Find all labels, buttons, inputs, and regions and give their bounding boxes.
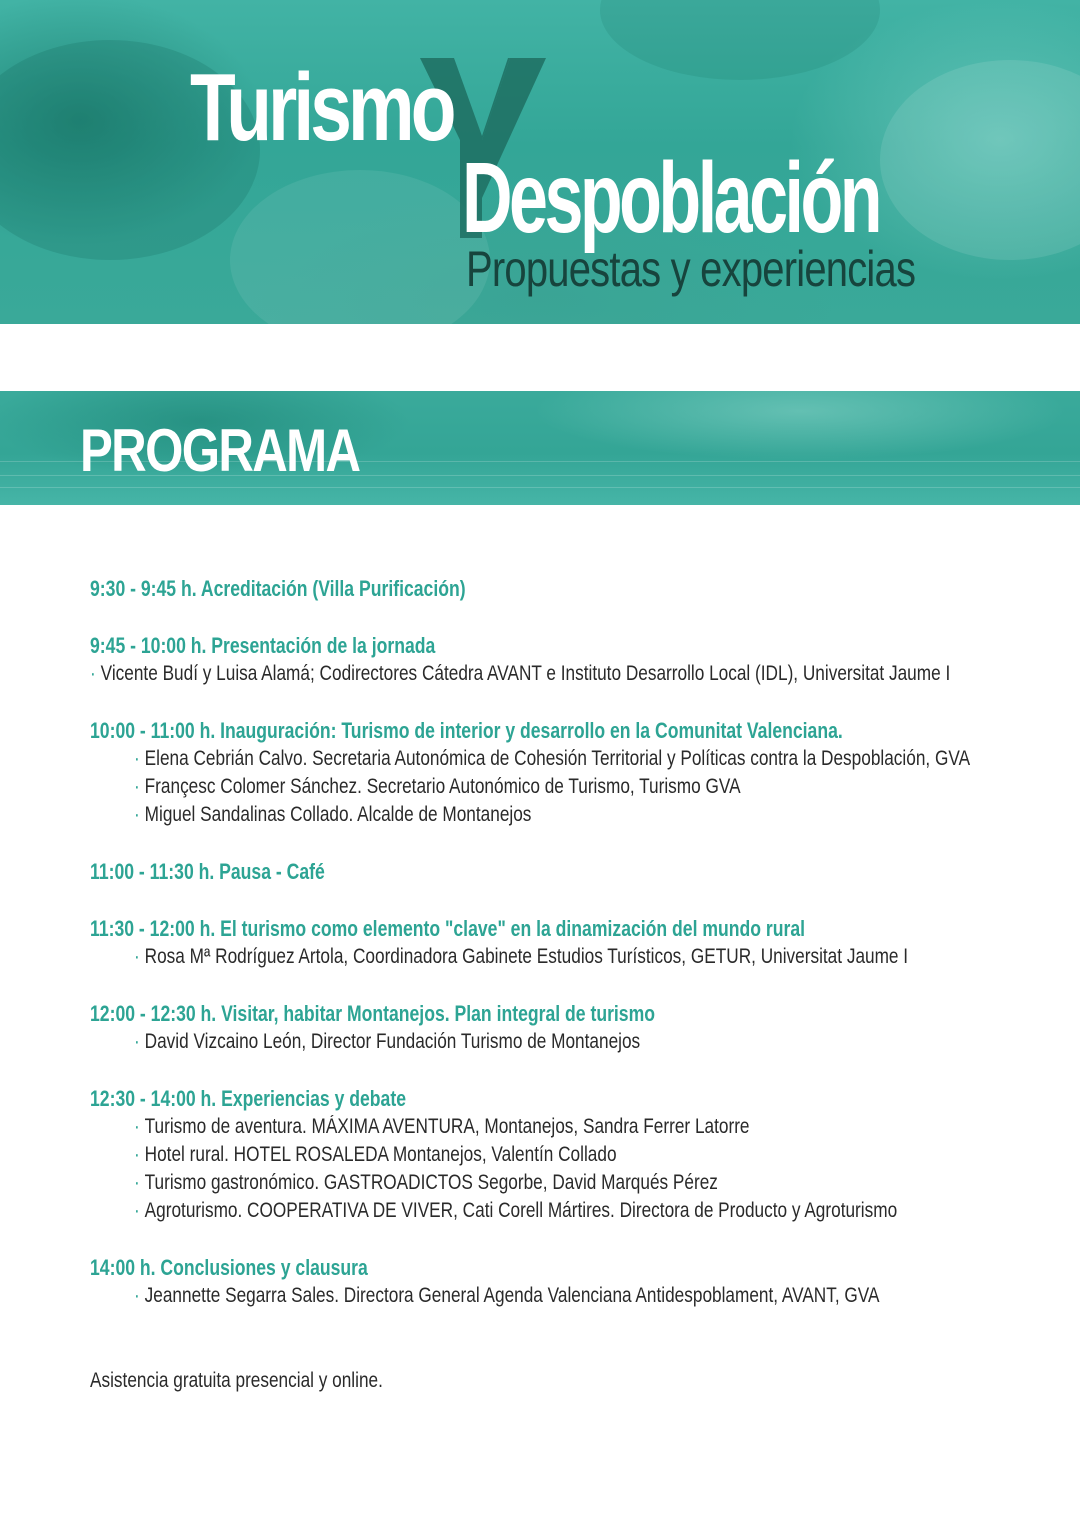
programa-title: PROGRAMA xyxy=(80,417,360,484)
title-despoblacion: Despoblación xyxy=(462,142,879,254)
title-subtitle: Propuestas y experiencias xyxy=(466,241,916,297)
schedule-item-text: Françesc Colomer Sánchez. Secretario Autonómico de Turismo, Turismo GVA xyxy=(144,775,741,798)
bullet: · xyxy=(134,1171,140,1194)
bullet: · xyxy=(134,945,140,968)
bullet: · xyxy=(134,1115,140,1138)
header-rock-texture xyxy=(880,60,1080,260)
schedule-item-text: Elena Cebrián Calvo. Secretaria Autonómica de Cohesión Territorial y Políticas contra la Despoblación, GVA xyxy=(144,747,971,770)
title-turismo: Turismo xyxy=(190,54,453,161)
schedule-heading: 14:00 h. Conclusiones y clausura xyxy=(90,1255,368,1280)
bullet: · xyxy=(134,775,140,798)
attendance-note: Asistencia gratuita presencial y online. xyxy=(90,1369,383,1392)
schedule-item xyxy=(134,747,970,771)
schedule-item xyxy=(134,1284,880,1308)
schedule-item-text: Agroturismo. COOPERATIVA DE VIVER, Cati Corell Mártires. Directora de Producto y Agroturismo xyxy=(144,1199,898,1222)
schedule-item-text: Miguel Sandalinas Collado. Alcalde de Montanejos xyxy=(144,803,532,826)
schedule-item xyxy=(134,1171,718,1195)
schedule-item-text: Turismo de aventura. MÁXIMA AVENTURA, Montanejos, Sandra Ferrer Latorre xyxy=(144,1115,750,1138)
bullet: · xyxy=(134,1030,140,1053)
schedule-item xyxy=(134,1199,897,1223)
bullet: · xyxy=(134,803,140,826)
schedule-heading: 9:45 - 10:00 h. Presentación de la jornada xyxy=(90,633,436,658)
schedule-heading: 12:00 - 12:30 h. Visitar, habitar Montanejos. Plan integral de turismo xyxy=(90,1001,655,1026)
schedule-heading: 11:00 - 11:30 h. Pausa - Café xyxy=(90,859,325,884)
schedule-heading: 11:30 - 12:00 h. El turismo como elemento "clave" en la dinamización del mundo rural xyxy=(90,916,806,941)
bullet: · xyxy=(134,1143,140,1166)
header-banner xyxy=(0,0,1080,324)
water-ripple xyxy=(0,487,1080,488)
bullet: · xyxy=(134,1199,140,1222)
schedule-heading: 9:30 - 9:45 h. Acreditación (Villa Purificación) xyxy=(90,576,466,601)
schedule-item-text: Hotel rural. HOTEL ROSALEDA Montanejos, Valentín Collado xyxy=(144,1143,617,1166)
schedule-item-text: Vicente Budí y Luisa Alamá; Codirectores Cátedra AVANT e Instituto Desarrollo Local (IDL), Universitat Jaume I xyxy=(100,662,951,685)
bullet: · xyxy=(134,747,140,770)
schedule-item xyxy=(134,775,741,799)
programa-banner xyxy=(0,391,1080,505)
schedule-item xyxy=(134,1030,640,1054)
schedule-item xyxy=(134,1143,617,1167)
schedule-item-text: Turismo gastronómico. GASTROADICTOS Segorbe, David Marqués Pérez xyxy=(144,1171,718,1194)
schedule-item-text: Rosa Mª Rodríguez Artola, Coordinadora Gabinete Estudios Turísticos, GETUR, Universitat Jaume I xyxy=(144,945,909,968)
schedule-item xyxy=(90,662,950,686)
schedule-item xyxy=(134,1115,750,1139)
schedule-heading: 12:30 - 14:00 h. Experiencias y debate xyxy=(90,1086,406,1111)
bullet: · xyxy=(134,1284,140,1307)
schedule-item-text: Jeannette Segarra Sales. Directora General Agenda Valenciana Antidespoblament, AVANT, GVA xyxy=(144,1284,880,1307)
schedule-item-text: David Vizcaino León, Director Fundación Turismo de Montanejos xyxy=(144,1030,641,1053)
schedule-item xyxy=(134,803,531,827)
bullet: · xyxy=(90,662,96,685)
header-rock-texture xyxy=(600,0,880,80)
schedule-heading: 10:00 - 11:00 h. Inauguración: Turismo de interior y desarrollo en la Comunitat Valenciana. xyxy=(90,718,843,743)
schedule-item xyxy=(134,945,908,969)
